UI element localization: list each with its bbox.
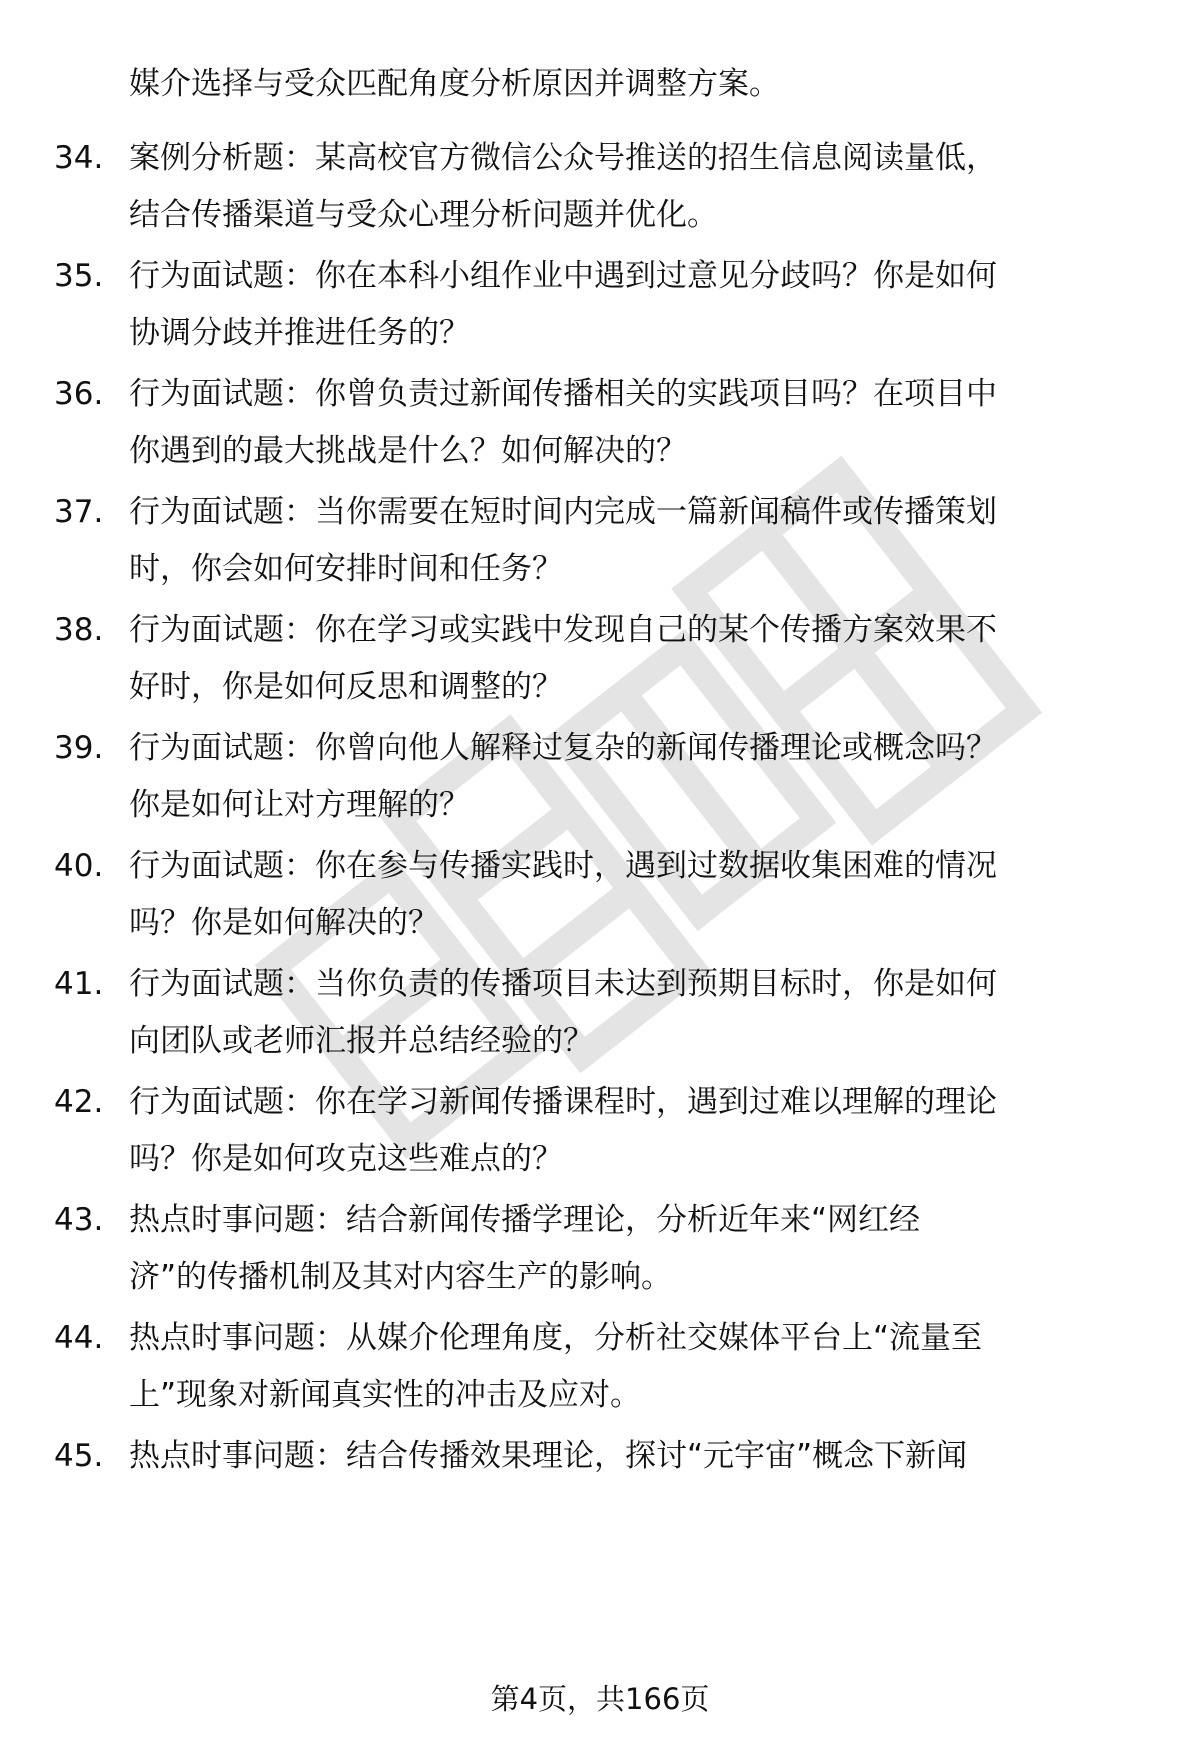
question-text-line: 行为面试题：当你需要在短时间内完成一篇新闻稿件或传播策划: [129, 494, 997, 530]
question-number: 34.: [54, 140, 104, 176]
question-text-line: 你遇到的最大挑战是什么？如何解决的？: [129, 433, 687, 469]
question-text-line: 行为面试题：当你负责的传播项目未达到预期目标时，你是如何: [129, 966, 997, 1002]
question-text-line: 热点时事问题：从媒介伦理角度，分析社交媒体平台上“流量至: [129, 1320, 983, 1356]
question-text-line: 行为面试题：你在本科小组作业中遇到过意见分歧吗？你是如何: [129, 258, 997, 294]
question-text: [129, 720, 1139, 834]
question-number: 43.: [54, 1202, 104, 1238]
question-text-line: 行为面试题：你在学习或实践中发现自己的某个传播方案效果不: [129, 612, 997, 648]
question-text: [129, 1428, 1139, 1485]
question-text: [129, 602, 1139, 716]
question-text: [129, 956, 1139, 1070]
question-text-line: 上”现象对新闻真实性的冲击及应对。: [129, 1377, 642, 1413]
question-text: [129, 366, 1139, 480]
question-number: 35.: [54, 258, 104, 294]
question-number: 37.: [54, 494, 104, 530]
question-text-line: 济”的传播机制及其对内容生产的影响。: [129, 1259, 673, 1295]
question-text: [129, 1310, 1139, 1424]
question-text-line: 协调分歧并推进任务的？: [129, 315, 470, 351]
question-number: 38.: [54, 612, 104, 648]
question-text-line: 热点时事问题：结合新闻传播学理论，分析近年来“网红经: [129, 1202, 921, 1238]
question-text: [129, 1192, 1139, 1306]
question-number: 36.: [54, 376, 104, 412]
question-number: 41.: [54, 966, 104, 1002]
question-text-line: 热点时事问题：结合传播效果理论，探讨“元宇宙”概念下新闻: [129, 1438, 968, 1474]
page-footer: 第4页，共166页: [490, 1682, 710, 1716]
question-number: 42.: [54, 1084, 104, 1120]
question-text-line: 你是如何让对方理解的？: [129, 787, 470, 823]
question-text-line: 行为面试题：你曾负责过新闻传播相关的实践项目吗？在项目中: [129, 376, 997, 412]
question-text-line: 案例分析题：某高校官方微信公众号推送的招生信息阅读量低，: [129, 140, 997, 176]
question-text-line: 行为面试题：你曾向他人解释过复杂的新闻传播理论或概念吗？: [129, 730, 997, 766]
question-text-line: 时，你会如何安排时间和任务？: [129, 551, 563, 587]
question-number: 45.: [54, 1438, 104, 1474]
question-text-line: 吗？你是如何解决的？: [129, 905, 439, 941]
question-text: [129, 838, 1139, 952]
question-number: 40.: [54, 848, 104, 884]
question-text-line: 向团队或老师汇报并总结经验的？: [129, 1023, 594, 1059]
question-text-line: 吗？你是如何攻克这些难点的？: [129, 1141, 563, 1177]
question-text-line: 结合传播渠道与受众心理分析问题并优化。: [129, 197, 718, 233]
question-text-line: 好时，你是如何反思和调整的？: [129, 669, 563, 705]
question-text: [129, 484, 1139, 598]
question-text: [129, 248, 1139, 362]
question-number: 44.: [54, 1320, 104, 1356]
question-number: 39.: [54, 730, 104, 766]
continued-text-line: 媒介选择与受众匹配角度分析原因并调整方案。: [129, 66, 780, 102]
question-text-line: 行为面试题：你在参与传播实践时，遇到过数据收集困难的情况: [129, 848, 997, 884]
question-text: [129, 1074, 1139, 1188]
question-text-line: 行为面试题：你在学习新闻传播课程时，遇到过难以理解的理论: [129, 1084, 997, 1120]
question-text: [129, 130, 1139, 244]
